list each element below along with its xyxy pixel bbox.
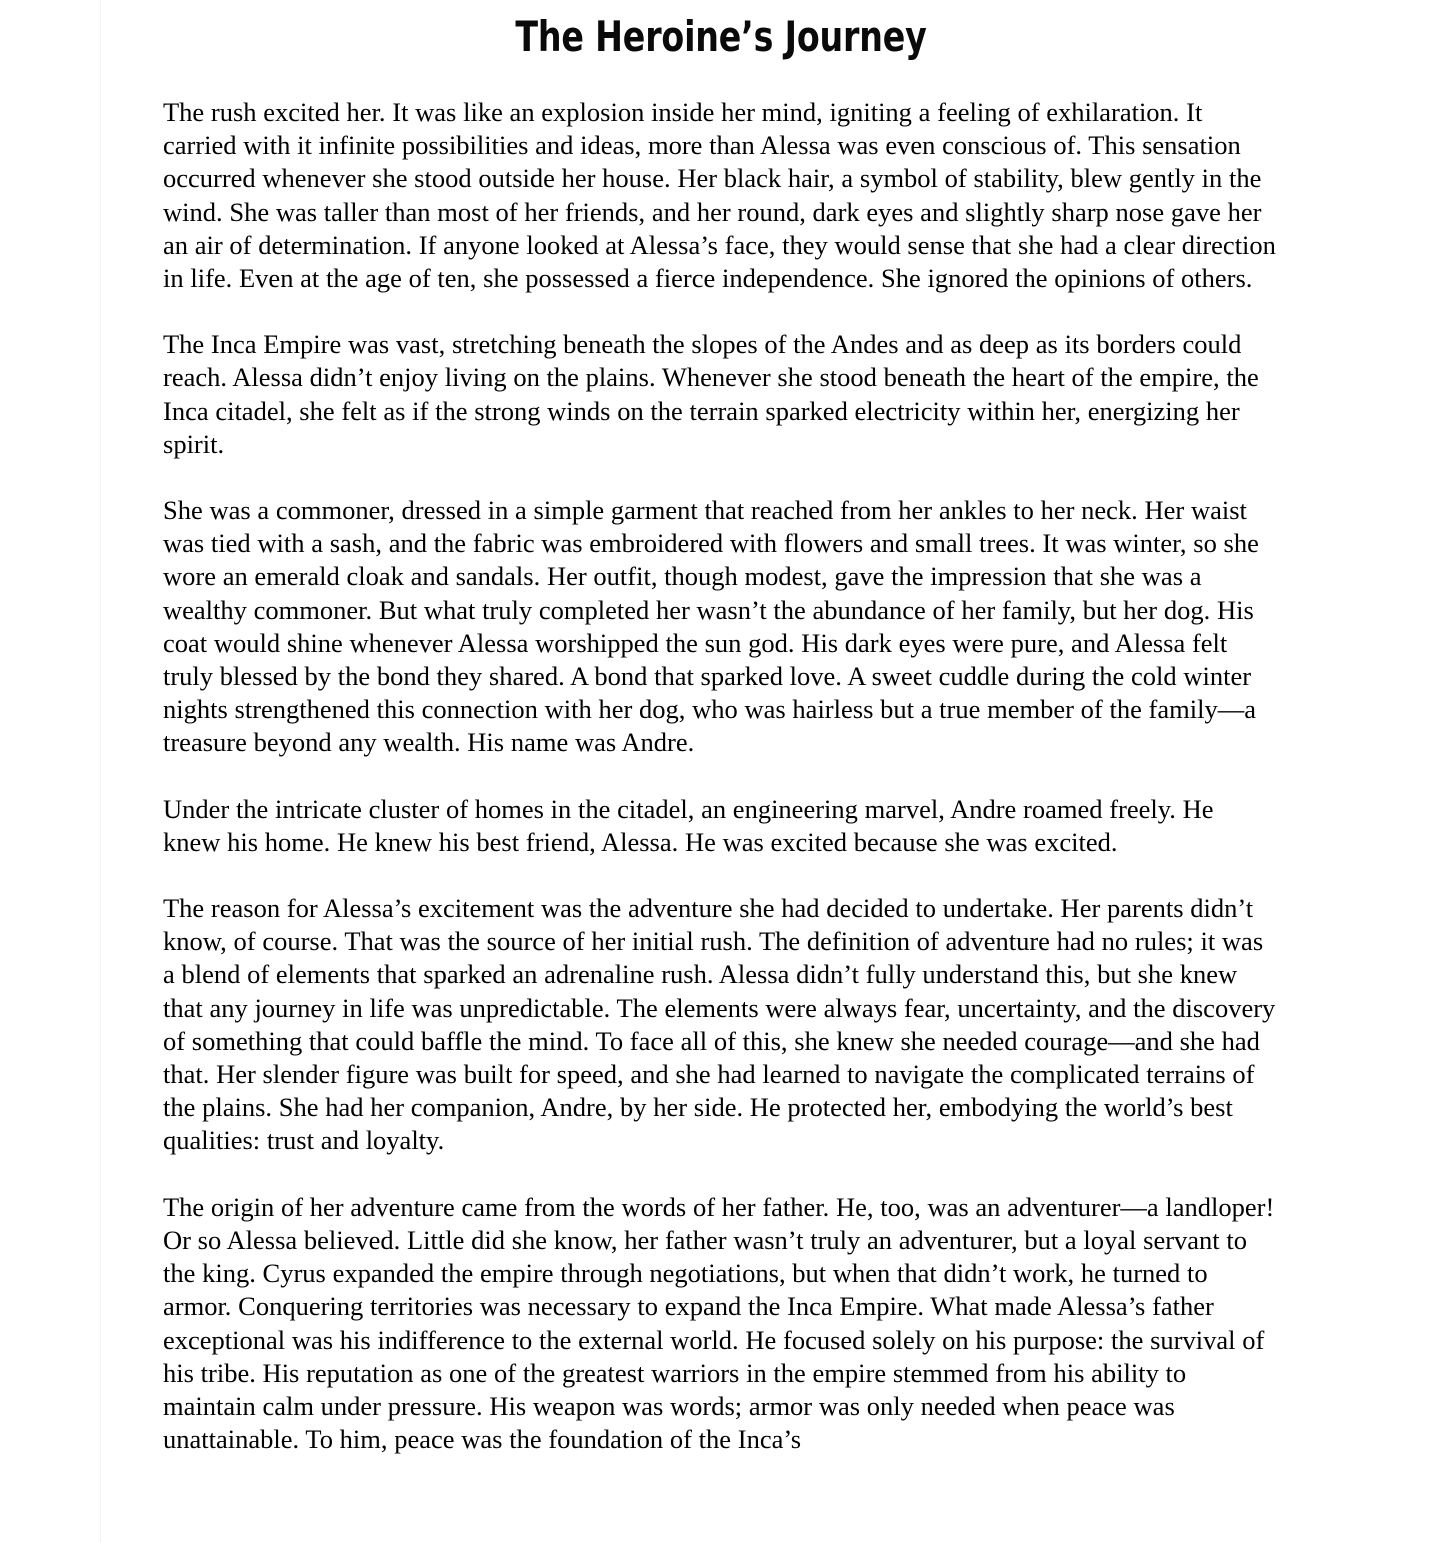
page-title: The Heroine’s Journey	[515, 12, 927, 61]
paragraph: She was a commoner, dressed in a simple garment that reached from her ankles to her neck. Her waist was tied with a sash, and the fabric was embroidered with flowers and small trees. It was winter, so she wore an emerald cloak and sandals. Her outfit, though modest, gave the impression that she was a wealthy commoner. But what truly completed her wasn’t the abundance of her family, but her dog. His coat would shine whenever Alessa worshipped the sun god. His dark eyes were pure, and Alessa felt truly blessed by the bond they shared. A bond that sparked love. A sweet cuddle during the cold winter nights strengthened this connection with her dog, who was hairless but a true member of the family—a treasure beyond any wealth. His name was Andre.	[163, 495, 1259, 758]
paragraph: Under the intricate cluster of homes in the citadel, an engineering marvel, Andre roamed freely. He knew his home. He knew his best friend, Alessa. He was excited because she was excited.	[163, 793, 1214, 857]
document-body	[163, 96, 1277, 1456]
paragraph: The rush excited her. It was like an explosion inside her mind, igniting a feeling of exhilaration. It carried with it infinite possibilities and ideas, more than Alessa was even conscious of. This sensation occurred whenever she stood outside her house. Her black hair, a symbol of stability, blew gently in the wind. She was taller than most of her friends, and her round, dark eyes and slightly sharp nose gave her an air of determination. If anyone looked at Alessa’s face, they would sense that she had a clear direction in life. Even at the age of ten, she possessed a fierce independence. She ignored the opinions of others.	[163, 97, 1276, 294]
paragraph: The reason for Alessa’s excitement was the adventure she had decided to undertake. Her parents didn’t know, of course. That was the source of her initial rush. The definition of adventure had no rules; it was a blend of elements that sparked an adrenaline rush. Alessa didn’t fully understand this, but she knew that any journey in life was unpredictable. The elements were always fear, uncertainty, and the discovery of something that could baffle the mind. To face all of this, she knew she needed courage—and she had that. Her slender figure was built for speed, and she had learned to navigate the complicated terrains of the plains. She had her companion, Andre, by her side. He protected her, embodying the world’s best qualities: trust and loyalty.	[163, 893, 1276, 1156]
paragraph: The origin of her adventure came from the words of her father. He, too, was an adventurer—a landloper! Or so Alessa believed. Little did she know, her father wasn’t truly an adventurer, but a loyal servant to the king. Cyrus expanded the empire through negotiations, but when that didn’t work, he turned to armor. Conquering territories was necessary to expand the Inca Empire. What made Alessa’s father exceptional was his indifference to the external world. He focused solely on his purpose: the survival of his tribe. His reputation as one of the greatest warriors in the empire stemmed from his ability to maintain calm under pressure. His weapon was words; armor was only needed when peace was unattainable. To him, peace was the foundation of the Inca’s	[163, 1191, 1275, 1455]
left-margin-guide	[100, 0, 101, 1542]
paragraph: The Inca Empire was vast, stretching beneath the slopes of the Andes and as deep as its borders could reach. Alessa didn’t enjoy living on the plains. Whenever she stood beneath the heart of the empire, the Inca citadel, she felt as if the strong winds on the terrain sparked electricity within her, energizing her spirit.	[163, 329, 1259, 459]
